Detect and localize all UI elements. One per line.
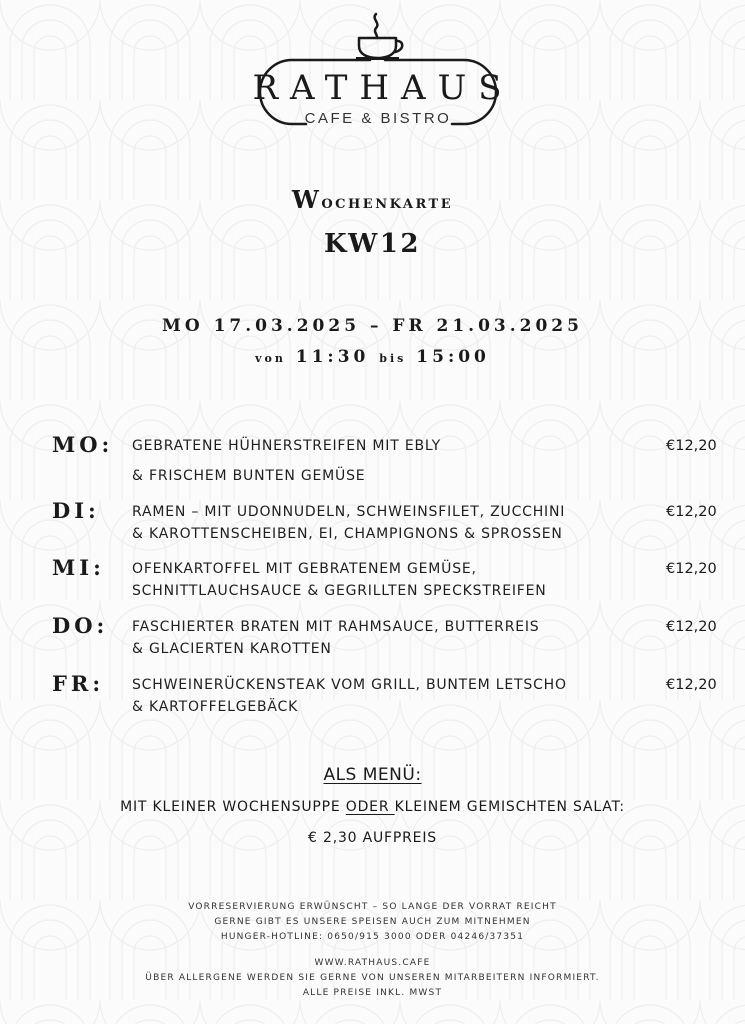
date-range: MO 17.03.2025 – FR 21.03.2025 <box>162 316 583 336</box>
until-label: bis <box>379 352 407 365</box>
dish-description <box>132 435 652 487</box>
footer-website[interactable]: WWW.RATHAUS.CAFE <box>314 958 431 968</box>
dish-description <box>132 558 652 602</box>
dish-price: €12,20 <box>666 561 717 577</box>
footer-allergens: ÜBER ALLERGENE WERDEN SIE GERNE VON UNSEREN MITARBEITERN INFORMIERT. <box>145 973 600 983</box>
logo-name: RATHAUS <box>252 68 514 108</box>
footer-vat: ALLE PREISE INKL. MWST <box>302 988 443 998</box>
rathaus-logo <box>228 8 528 128</box>
footer-hotline: HUNGER-HOTLINE: 0650/915 3000 ODER 04246/37351 <box>220 932 525 942</box>
option-or: ODER <box>345 799 395 815</box>
day-label: MI: <box>52 555 105 580</box>
day-label: DO: <box>52 613 109 638</box>
dish-line: & FRISCHEM BUNTEN GEMÜSE <box>132 468 366 484</box>
set-menu-option <box>0 796 745 818</box>
footer-takeaway: GERNE GIBT ES UNSERE SPEISEN AUCH ZUM MITNEHMEN <box>214 917 531 927</box>
day-label: MO: <box>52 432 114 457</box>
dish-description <box>132 616 652 660</box>
dish-line: OFENKARTOFFEL MIT GEBRATENEM GEMÜSE, <box>132 561 477 577</box>
logo-subtitle: CAFE & BISTRO <box>304 110 452 127</box>
dish-line: FASCHIERTER BRATEN MIT RAHMSAUCE, BUTTERREIS <box>132 619 540 635</box>
dish-line: RAMEN – MIT UDONNUDELN, SCHWEINSFILET, ZUCCHINI <box>132 504 566 520</box>
day-label: DI: <box>52 498 100 523</box>
option-text: KLEINEM GEMISCHTEN SALAT: <box>394 799 625 815</box>
dish-description <box>132 674 652 718</box>
dish-line: & KARTOFFELGEBÄCK <box>132 699 299 715</box>
option-text: MIT KLEINER WOCHENSUPPE <box>120 799 346 815</box>
dish-price: €12,20 <box>666 504 717 520</box>
dish-line: & GLACIERTEN KAROTTEN <box>132 641 332 657</box>
footer-reservation: VORRESERVIERUNG ERWÜNSCHT – SO LANGE DER VORRAT REICHT <box>188 902 557 912</box>
dish-line: SCHWEINERÜCKENSTEAK VOM GRILL, BUNTEM LETSCHO <box>132 677 567 693</box>
start-time: 11:30 <box>295 347 370 367</box>
set-menu-title: ALS MENÜ: <box>323 765 422 785</box>
end-time: 15:00 <box>416 347 490 367</box>
set-menu-surcharge: € 2,30 AUFPREIS <box>308 830 437 846</box>
dish-price: €12,20 <box>666 619 717 635</box>
week-number: KW12 <box>323 229 422 259</box>
serving-hours <box>0 346 745 370</box>
page-title <box>0 185 745 215</box>
dish-price: €12,20 <box>666 677 717 693</box>
from-label: von <box>255 352 286 365</box>
title-initial: W <box>291 185 322 214</box>
dish-line: GEBRATENE HÜHNERSTREIFEN MIT EBLY <box>132 438 441 454</box>
dish-line: SCHNITTLAUCHSAUCE & GEGRILLTEN SPECKSTREIFEN <box>132 583 547 599</box>
day-label: FR: <box>52 671 105 696</box>
dish-line: & KAROTTENSCHEIBEN, EI, CHAMPIGNONS & SPROSSEN <box>132 526 563 542</box>
dish-price: €12,20 <box>666 438 717 454</box>
dish-description <box>132 501 652 545</box>
title-rest: ochenkarte <box>321 192 454 213</box>
